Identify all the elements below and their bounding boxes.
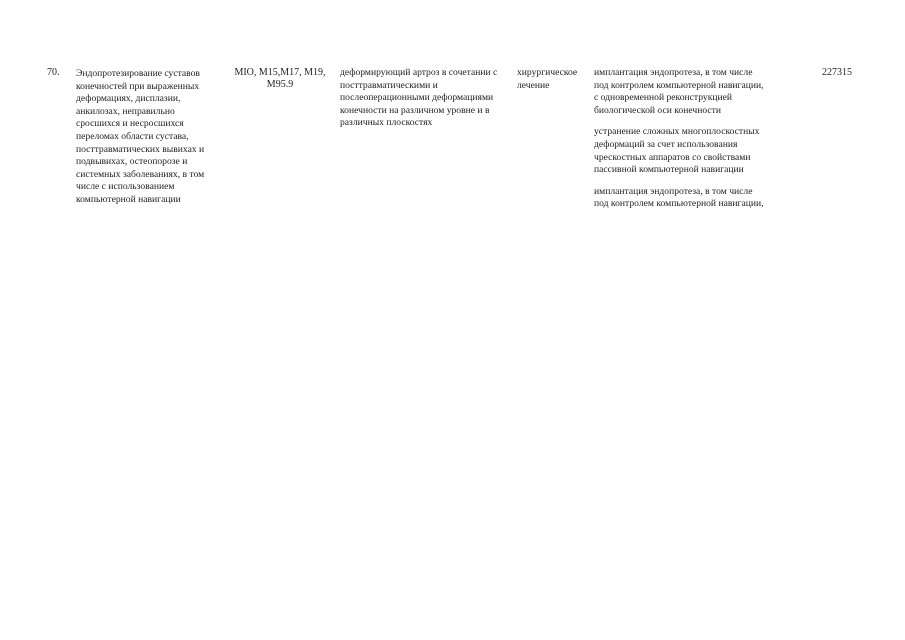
patient-model (340, 67, 515, 130)
patient-model-line: различных плоскостях (340, 117, 433, 129)
method-item (594, 126, 790, 176)
description-line: посттравматических вывихах и (76, 143, 205, 155)
price-value: 227315 (822, 67, 852, 78)
description-line: подвывихах, остеопорозе и (76, 156, 188, 168)
description-line: переломах области сустава, (76, 130, 189, 142)
patient-model-line: деформирующий артроз в сочетании с (340, 67, 498, 78)
description-line: сросшихся и несросшихся (76, 118, 184, 130)
treatment-methods (594, 67, 790, 220)
description-line: конечностей при выраженных (76, 80, 200, 92)
icd-codes-line: MIO, M15,M17, M19, (234, 67, 326, 78)
description-line: системных заболеваниях, в том (76, 168, 205, 180)
row-number: 70. (47, 67, 60, 78)
method-line: биологической оси конечности (594, 104, 721, 116)
description-line: числе с использованием (76, 181, 175, 193)
method-line: пассивной компьютерной навигации (594, 164, 744, 176)
description-line: Эндопротезирование суставов (76, 68, 200, 79)
method-line: имплантация эндопротеза, в том числе (594, 67, 753, 78)
treatment-type-line: лечение (517, 79, 550, 91)
method-line: имплантация эндопротеза, в том числе (594, 185, 753, 197)
procedure-description (76, 68, 226, 207)
method-item (594, 186, 790, 211)
description-line: анкилозах, неправильно (76, 105, 175, 117)
method-line: чрескостных аппаратов со свойствами (594, 151, 751, 163)
description-line: деформациях, дисплазии, (76, 93, 181, 105)
icd-codes (229, 67, 331, 91)
method-line: устранение сложных многоплоскостных (594, 126, 760, 138)
treatment-type (515, 67, 591, 92)
method-line: деформаций за счет использования (594, 138, 738, 150)
method-item (594, 67, 790, 117)
patient-model-line: посттравматическими и (340, 79, 438, 91)
patient-model-line: послеоперационными деформациями (340, 92, 494, 104)
description-line: компьютерной навигации (76, 193, 181, 205)
method-line: с одновременной реконструкцией (594, 92, 733, 104)
method-line: под контролем компьютерной навигации, (594, 79, 764, 91)
patient-model-line: конечности на различном уровне и в (340, 104, 490, 116)
icd-codes-line: M95.9 (266, 79, 294, 90)
method-line: под контролем компьютерной навигации, (594, 198, 764, 210)
treatment-type-line: хирургическое (517, 67, 578, 78)
